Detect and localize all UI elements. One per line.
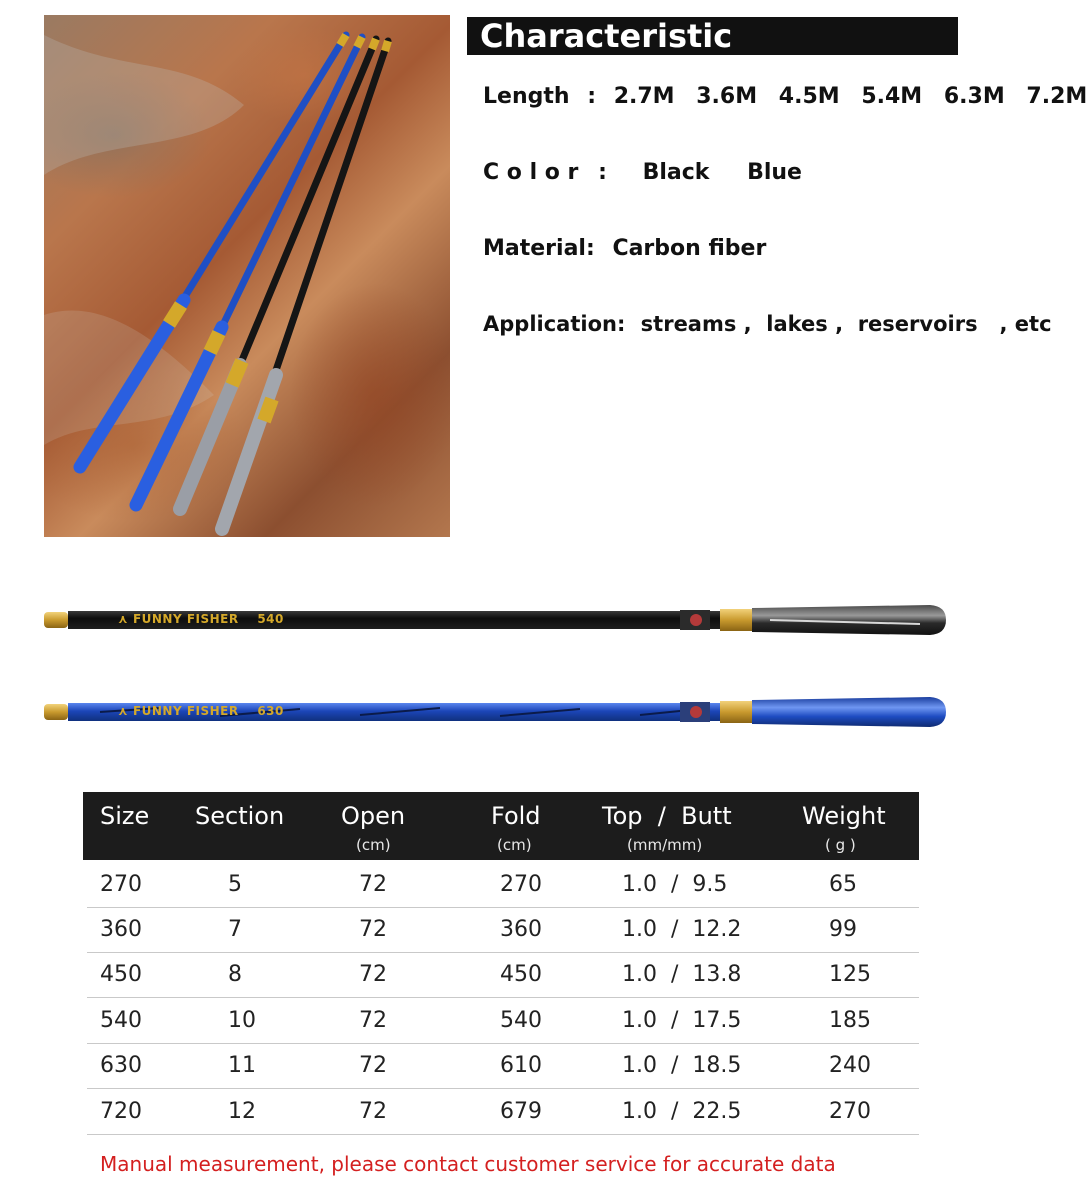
cell-top-butt: 1.0 / 9.5	[622, 872, 728, 897]
table-row	[87, 1043, 919, 1089]
cell-fold: 540	[500, 1008, 542, 1033]
rod-model-number: 630	[257, 704, 284, 718]
cell-top-butt: 1.0 / 12.2	[622, 917, 742, 942]
material-label: Material:	[483, 236, 595, 261]
cell-section: 12	[228, 1099, 256, 1124]
length-value: 5.4M	[861, 84, 923, 109]
cell-section: 8	[228, 962, 242, 987]
length-value: 2.7M	[613, 84, 675, 109]
cell-size: 450	[100, 962, 142, 987]
table-row	[87, 862, 919, 908]
cell-weight: 99	[829, 917, 857, 942]
product-photo	[44, 15, 450, 537]
color-label: C o l o r	[483, 160, 579, 185]
cell-open: 72	[359, 962, 387, 987]
color-separator: :	[598, 160, 607, 185]
cell-open: 72	[359, 1008, 387, 1033]
cell-top-butt: 1.0 / 13.8	[622, 962, 742, 987]
table-row	[87, 907, 919, 953]
cell-weight: 270	[829, 1099, 871, 1124]
cell-size: 720	[100, 1099, 142, 1124]
header-fold-unit: (cm)	[497, 836, 532, 854]
cell-weight: 65	[829, 872, 857, 897]
cell-section: 5	[228, 872, 242, 897]
cell-fold: 270	[500, 872, 542, 897]
length-value: 6.3M	[943, 84, 1005, 109]
cell-size: 270	[100, 872, 142, 897]
material-spec	[483, 236, 766, 261]
length-separator: :	[587, 84, 597, 109]
measurement-note: Manual measurement, please contact customer service for accurate data	[100, 1152, 836, 1176]
color-value: Black	[642, 160, 710, 185]
rod-brand-logo-icon: ⋏	[118, 704, 129, 718]
cell-size: 360	[100, 917, 142, 942]
cell-size: 540	[100, 1008, 142, 1033]
rod-blue-image	[40, 692, 955, 732]
application-value: streams , lakes , reservoirs , etc	[640, 312, 1052, 336]
length-spec	[483, 84, 1087, 109]
cell-top-butt: 1.0 / 22.5	[622, 1099, 742, 1124]
material-value: Carbon fiber	[612, 236, 767, 261]
cell-fold: 360	[500, 917, 542, 942]
table-row	[87, 1089, 919, 1135]
header-weight-unit: ( g )	[825, 836, 856, 854]
header-top-butt: Top / Butt	[602, 802, 732, 830]
rods-on-rock-illustration	[44, 15, 450, 537]
rod-brand-logo-icon: ⋏	[118, 612, 129, 626]
application-label: Application:	[483, 312, 626, 336]
length-label: Length	[483, 84, 570, 109]
cell-open: 72	[359, 917, 387, 942]
cell-open: 72	[359, 872, 387, 897]
rod-brand-name: FUNNY FISHER	[132, 704, 239, 718]
rod-black-image	[40, 600, 955, 640]
header-open: Open	[341, 802, 406, 830]
cell-weight: 185	[829, 1008, 871, 1033]
cell-fold: 679	[500, 1099, 542, 1124]
table-row	[87, 952, 919, 998]
cell-open: 72	[359, 1053, 387, 1078]
color-value: Blue	[747, 160, 802, 185]
header-fold: Fold	[491, 802, 541, 830]
cell-top-butt: 1.0 / 18.5	[622, 1053, 742, 1078]
header-section: Section	[195, 802, 285, 830]
cell-weight: 125	[829, 962, 871, 987]
header-weight: Weight	[802, 802, 886, 830]
cell-fold: 450	[500, 962, 542, 987]
length-value: 7.2M	[1026, 84, 1087, 109]
header-top-butt-unit: (mm/mm)	[627, 836, 703, 854]
characteristic-title: Characteristic	[467, 17, 958, 55]
spec-table-header	[83, 792, 919, 860]
header-open-unit: (cm)	[356, 836, 391, 854]
length-value: 4.5M	[778, 84, 840, 109]
cell-open: 72	[359, 1099, 387, 1124]
header-size: Size	[100, 802, 150, 830]
cell-top-butt: 1.0 / 17.5	[622, 1008, 742, 1033]
table-row	[87, 998, 919, 1044]
application-spec	[483, 312, 1052, 336]
color-spec	[483, 160, 802, 185]
cell-section: 11	[228, 1053, 256, 1078]
rod-model-number: 540	[257, 612, 284, 626]
cell-section: 10	[228, 1008, 256, 1033]
cell-fold: 610	[500, 1053, 542, 1078]
cell-weight: 240	[829, 1053, 871, 1078]
length-value: 3.6M	[696, 84, 758, 109]
rod-brand-name: FUNNY FISHER	[132, 612, 239, 626]
cell-size: 630	[100, 1053, 142, 1078]
cell-section: 7	[228, 917, 242, 942]
